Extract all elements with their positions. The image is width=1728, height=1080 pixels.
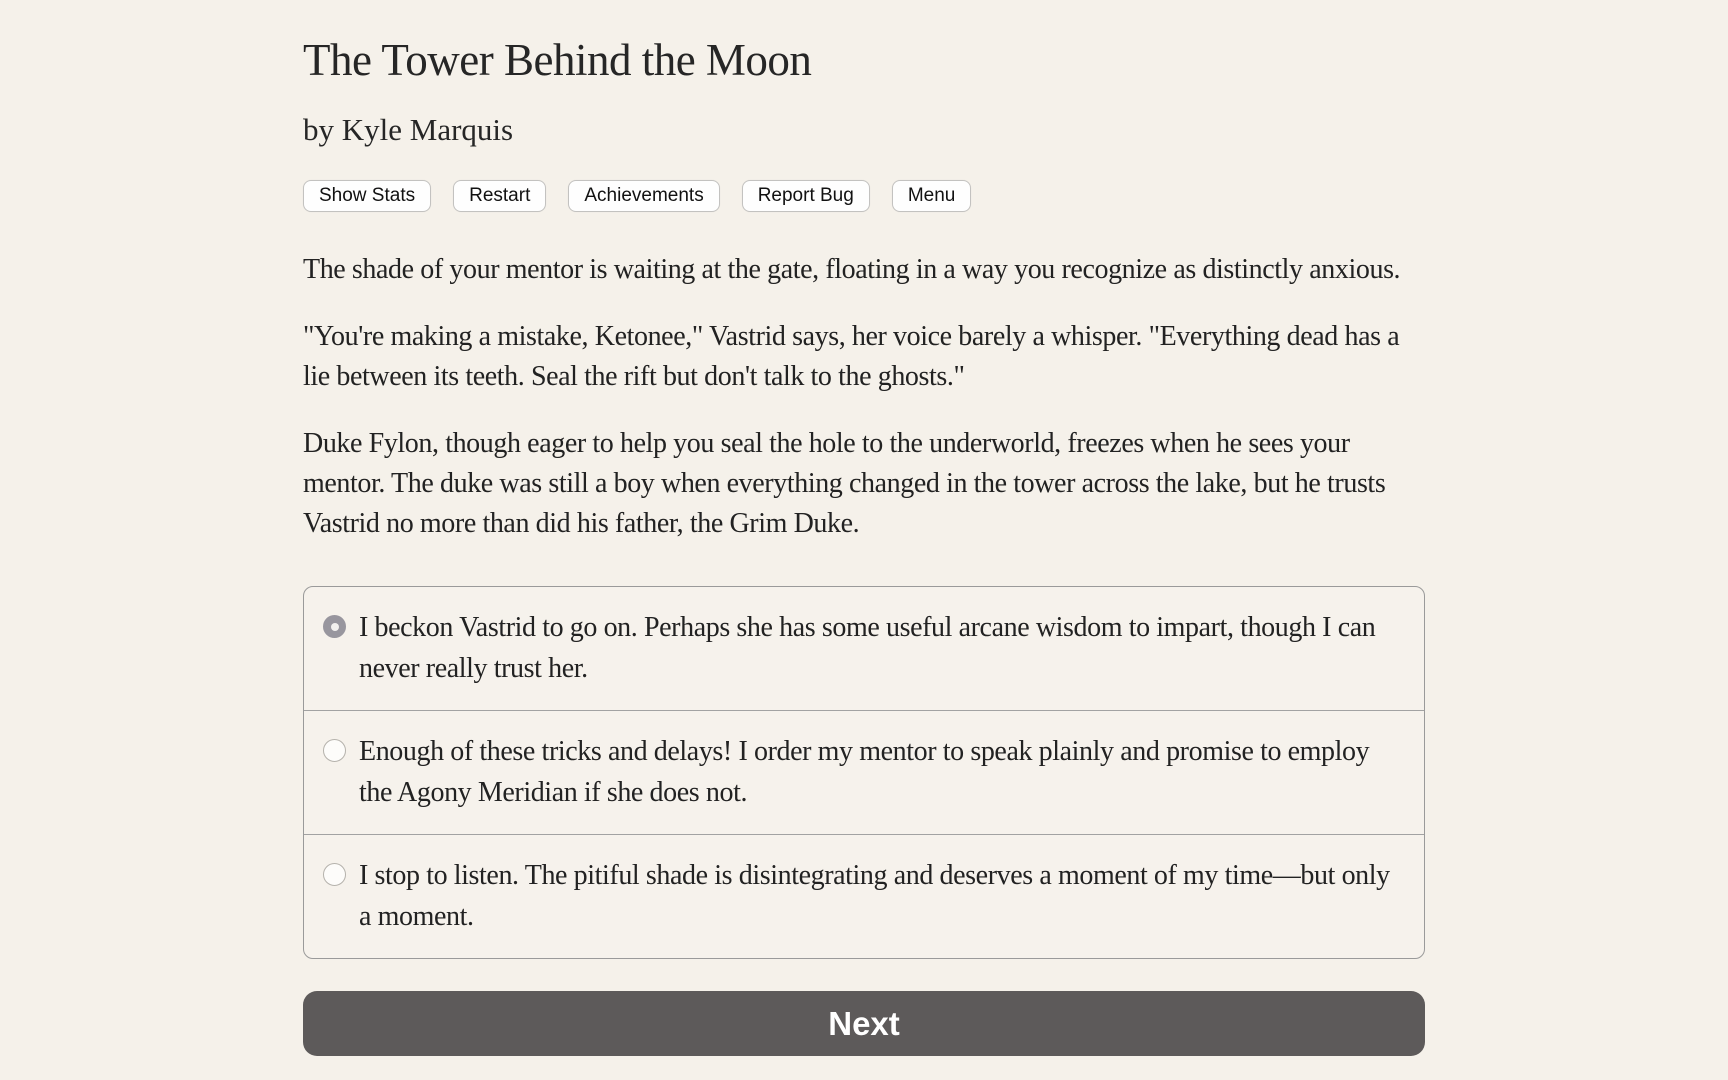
achievements-button[interactable]: Achievements xyxy=(568,180,719,212)
radio-button-icon[interactable] xyxy=(323,739,346,762)
choice-option-2[interactable] xyxy=(304,710,1424,834)
menu-button[interactable]: Menu xyxy=(892,180,972,212)
radio-button-icon[interactable] xyxy=(323,863,346,886)
restart-button[interactable]: Restart xyxy=(453,180,546,212)
page-title: The Tower Behind the Moon xyxy=(303,35,812,85)
choice-option-label: I stop to listen. The pitiful shade is disintegrating and deserves a moment of my time—but only a moment. xyxy=(359,860,1390,932)
choice-option-3[interactable] xyxy=(304,834,1424,958)
choice-group xyxy=(303,586,1425,959)
author-byline: by Kyle Marquis xyxy=(303,112,514,147)
choice-option-1[interactable] xyxy=(304,587,1424,710)
next-button[interactable]: Next xyxy=(303,991,1425,1056)
report-bug-button[interactable]: Report Bug xyxy=(742,180,870,212)
content-column xyxy=(303,0,1425,1056)
story-paragraph: The shade of your mentor is waiting at the gate, floating in a way you recognize as distinctly anxious. xyxy=(303,254,1401,285)
choice-option-label: Enough of these tricks and delays! I order my mentor to speak plainly and promise to employ the Agony Meridian if she does not. xyxy=(359,736,1370,808)
story-paragraph: Duke Fylon, though eager to help you seal the hole to the underworld, freezes when he sees your mentor. The duke was still a boy when everything changed in the tower across the lake, but he trusts Vastrid no more than did his father, the Grim Duke. xyxy=(303,428,1386,539)
story-paragraph: "You're making a mistake, Ketonee," Vastrid says, her voice barely a whisper. "Everything dead has a lie between its teeth. Seal the rift but don't talk to the ghosts." xyxy=(303,321,1400,392)
show-stats-button[interactable]: Show Stats xyxy=(303,180,431,212)
radio-button-icon[interactable] xyxy=(323,615,346,638)
toolbar xyxy=(303,180,1425,212)
choice-option-label: I beckon Vastrid to go on. Perhaps she has some useful arcane wisdom to impart, though I can never really trust her. xyxy=(359,612,1376,684)
story-text xyxy=(303,250,1425,544)
